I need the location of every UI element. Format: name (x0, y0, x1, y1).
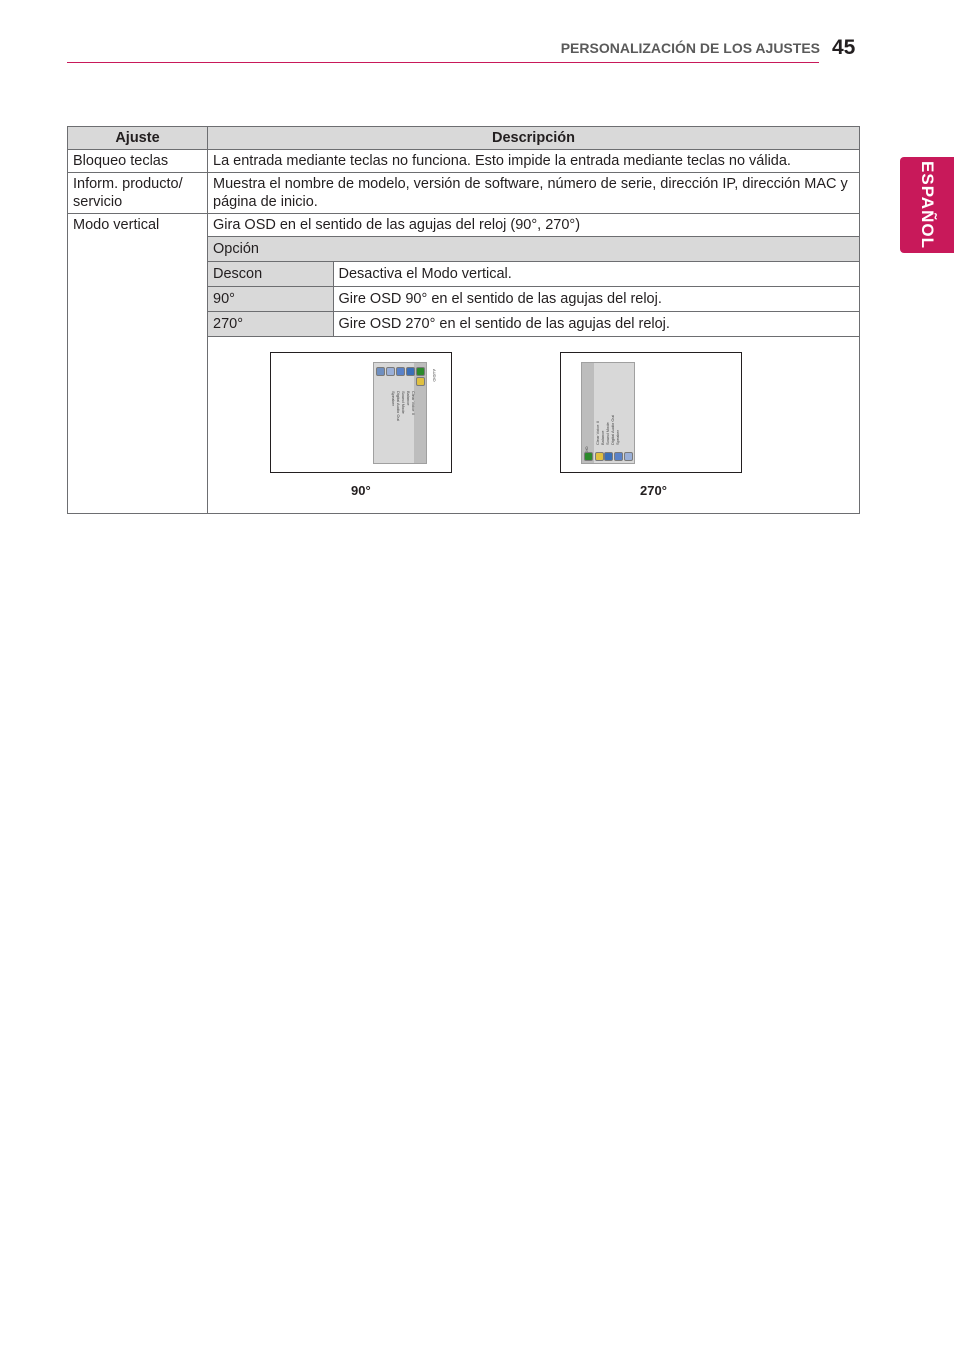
picture-icon (595, 452, 604, 461)
options-header-row (208, 237, 859, 262)
option-row (208, 312, 859, 337)
osd-menu-90 (373, 362, 437, 464)
language-tab-label: ESPAÑOL (918, 161, 937, 249)
page-number: 45 (832, 36, 856, 59)
screen-90-illustration (270, 352, 452, 473)
option-name: 90° (208, 287, 333, 312)
osd-item: Clear Voice II (411, 391, 416, 415)
figure-caption-270: 270° (640, 483, 667, 498)
language-tab (900, 157, 954, 253)
header-rule (67, 62, 819, 63)
setting-description: La entrada mediante teclas no funciona. Esto impide la entrada mediante teclas no válida. (208, 150, 860, 173)
header-title: PERSONALIZACIÓN DE LOS AJUSTES (560, 40, 820, 56)
table-header-row (68, 127, 860, 150)
time-icon (406, 367, 415, 376)
option-icon (396, 367, 405, 376)
table-row (68, 150, 860, 173)
option-name: 270° (208, 312, 333, 337)
column-header-ajuste: Ajuste (68, 127, 208, 150)
option-name: Descon (208, 262, 333, 287)
screen-270-illustration (560, 352, 742, 473)
option-row (208, 287, 859, 312)
audio-icon (584, 452, 593, 461)
osd-menu-270 (581, 362, 635, 464)
setting-name: Modo vertical (68, 214, 208, 514)
figures-cell (208, 337, 859, 514)
option-description: Gire OSD 90° en el sentido de las agujas del reloj. (333, 287, 859, 312)
time-icon (604, 452, 613, 461)
osd-item: Balance (406, 391, 411, 406)
osd-item: Clear Voice II (595, 421, 600, 445)
table-row (68, 214, 860, 237)
osd-item: Digital Audio Out (396, 391, 401, 421)
option-row (208, 262, 859, 287)
network-icon (386, 367, 395, 376)
option-description: Gire OSD 270° en el sentido de las agujas del reloj. (333, 312, 859, 337)
setting-name: Bloqueo teclas (68, 150, 208, 173)
osd-item: Sound Mode (401, 391, 406, 414)
osd-item: Speaker (615, 430, 620, 445)
options-cell (208, 237, 860, 514)
input-icon (376, 367, 385, 376)
osd-item: Speaker (391, 391, 396, 406)
option-description: Desactiva el Modo vertical. (333, 262, 859, 287)
osd-item: Sound Mode (605, 422, 610, 445)
figure-caption-90: 90° (351, 483, 371, 498)
osd-item: Balance (600, 430, 605, 445)
settings-table (67, 126, 860, 514)
table-row (68, 173, 860, 214)
option-icon (614, 452, 623, 461)
options-header: Opción (208, 237, 859, 262)
options-table (208, 237, 859, 513)
network-icon (624, 452, 633, 461)
figure-area (208, 337, 859, 513)
osd-item: Digital Audio Out (610, 415, 615, 445)
figures-row (208, 337, 859, 514)
setting-description: Gira OSD en el sentido de las agujas del reloj (90°, 270°) (208, 214, 860, 237)
setting-name: Inform. producto/ servicio (68, 173, 208, 214)
picture-icon (416, 377, 425, 386)
column-header-descripcion: Descripción (208, 127, 860, 150)
audio-icon (416, 367, 425, 376)
osd-title: AUDIO (432, 369, 437, 382)
setting-description: Muestra el nombre de modelo, versión de software, número de serie, dirección IP, dirección MAC y página de inicio. (208, 173, 860, 214)
